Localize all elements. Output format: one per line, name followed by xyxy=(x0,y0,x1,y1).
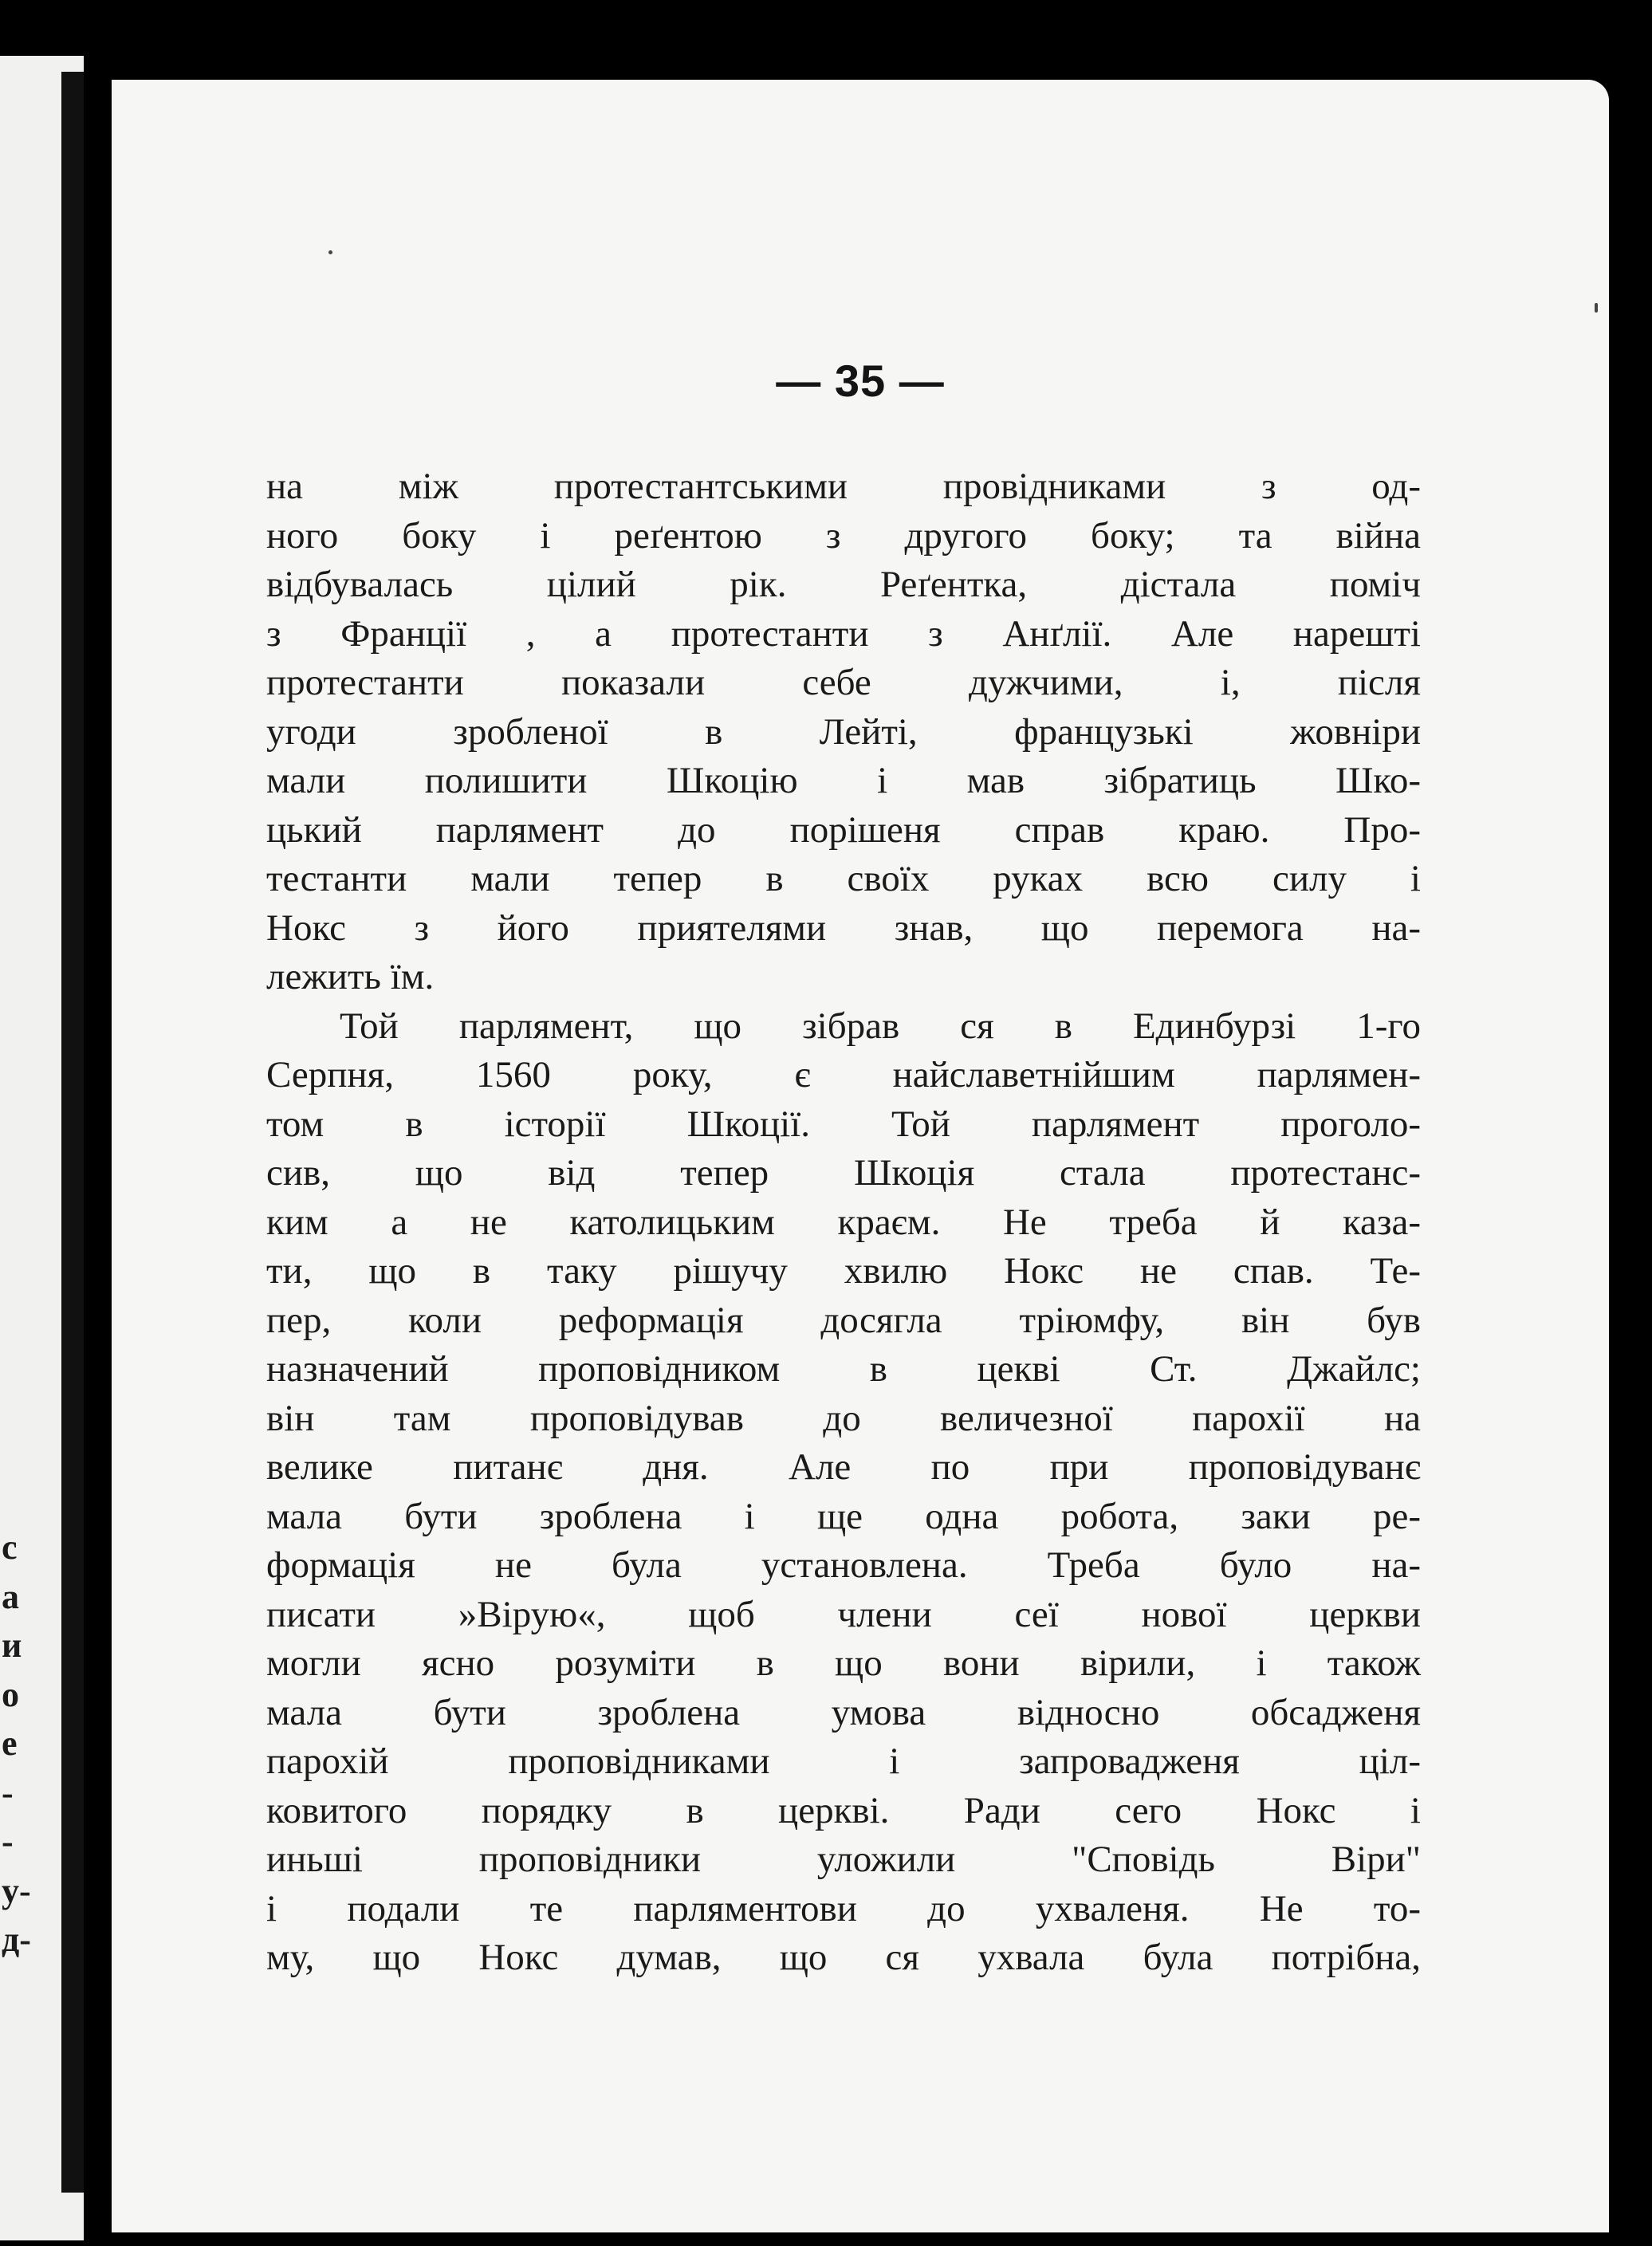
text-line: на між протестантськими провідниками з од- xyxy=(266,466,1421,507)
paper-speck xyxy=(328,250,332,254)
text-line: сив, що від тепер Шкоція стала протестанс- xyxy=(266,1152,1421,1194)
left-fragment: о xyxy=(2,1674,19,1714)
left-fragment: - xyxy=(2,1772,14,1812)
text-line: ного боку і реґентою з другого боку; та війна xyxy=(266,514,1421,557)
left-fragment: д- xyxy=(2,1920,31,1959)
left-fragment: а xyxy=(2,1576,19,1616)
text-line: парохій проповідниками і запровадженя ціл- xyxy=(266,1741,1421,1782)
text-line: ти, що в таку рішучу хвилю Нокс не спав. Те- xyxy=(266,1250,1421,1292)
body-text xyxy=(266,462,1421,1983)
text-line: мала бути зроблена і ще одна робота, заки ре- xyxy=(266,1495,1421,1537)
text-line: том в історії Шкоції. Той парлямент проголо- xyxy=(266,1103,1421,1145)
text-line: з Франції , а протестанти з Анґлії. Але нарешті xyxy=(266,612,1421,655)
left-fragment: е xyxy=(2,1724,18,1763)
text-line: тестанти мали тепер в своїх руках всю силу і xyxy=(266,858,1421,899)
text-line: мала бути зроблена умова відносно обсадженя xyxy=(266,1691,1421,1733)
left-fragment: с xyxy=(2,1528,18,1567)
text-line: му, що Нокс думав, що ся ухвала була потрібна, xyxy=(266,1937,1421,1978)
text-line: пер, коли реформація досягла тріюмфу, він був xyxy=(266,1299,1421,1341)
text-line: велике питанє дня. Але по при проповідуванє xyxy=(266,1446,1421,1488)
left-fragment: - xyxy=(2,1822,14,1861)
left-fragment: и xyxy=(2,1626,22,1665)
text-line: відбувалась цілий рік. Реґентка, дістала поміч xyxy=(266,564,1421,605)
text-line: і подали те парляментови до ухваленя. Не то- xyxy=(266,1887,1421,1929)
left-page-text-fragments xyxy=(2,1523,31,1965)
left-fragment: у- xyxy=(2,1870,31,1910)
text-line: формація не була установлена. Треба було на- xyxy=(266,1544,1421,1586)
page-number: — 35 — xyxy=(776,356,945,406)
book-spine xyxy=(61,72,84,2193)
text-line: протестанти показали себе дужчими, і, після xyxy=(266,662,1421,703)
text-line: цький парлямент до порішеня справ краю. Про- xyxy=(266,808,1421,851)
text-line: мали полишити Шкоцію і мав зібратиць Шко- xyxy=(266,760,1421,801)
left-page-edge xyxy=(0,56,84,2240)
text-line: Той парлямент, що зібрав ся в Единбурзі 1-го xyxy=(340,1005,1421,1047)
book-page xyxy=(112,80,1609,2232)
text-line: иньші проповідники уложили "Сповідь Віри" xyxy=(266,1839,1421,1880)
text-line: він там проповідував до величезної парохії на xyxy=(266,1397,1421,1439)
text-line: назначений проповідником в цекві Ст. Джайлс; xyxy=(266,1348,1421,1390)
text-line: ким а не католицьким краєм. Не треба й каза- xyxy=(266,1201,1421,1243)
paper-speck xyxy=(1595,303,1598,313)
text-line: могли ясно розуміти в що вони вірили, і також xyxy=(266,1642,1421,1684)
text-line: Серпня, 1560 року, є найславетнійшим парлямен- xyxy=(266,1054,1421,1095)
text-line: лежить їм. xyxy=(266,956,435,997)
text-line: писати »Вірую«, щоб члени сеї нової церкви xyxy=(266,1593,1421,1635)
text-line: Нокс з його приятелями знав, що перемога на- xyxy=(266,907,1421,949)
text-line: угоди зробленої в Лейті, французькі жовніри xyxy=(266,710,1421,753)
text-line: ковитого порядку в церкві. Ради сего Нокс і xyxy=(266,1789,1421,1831)
